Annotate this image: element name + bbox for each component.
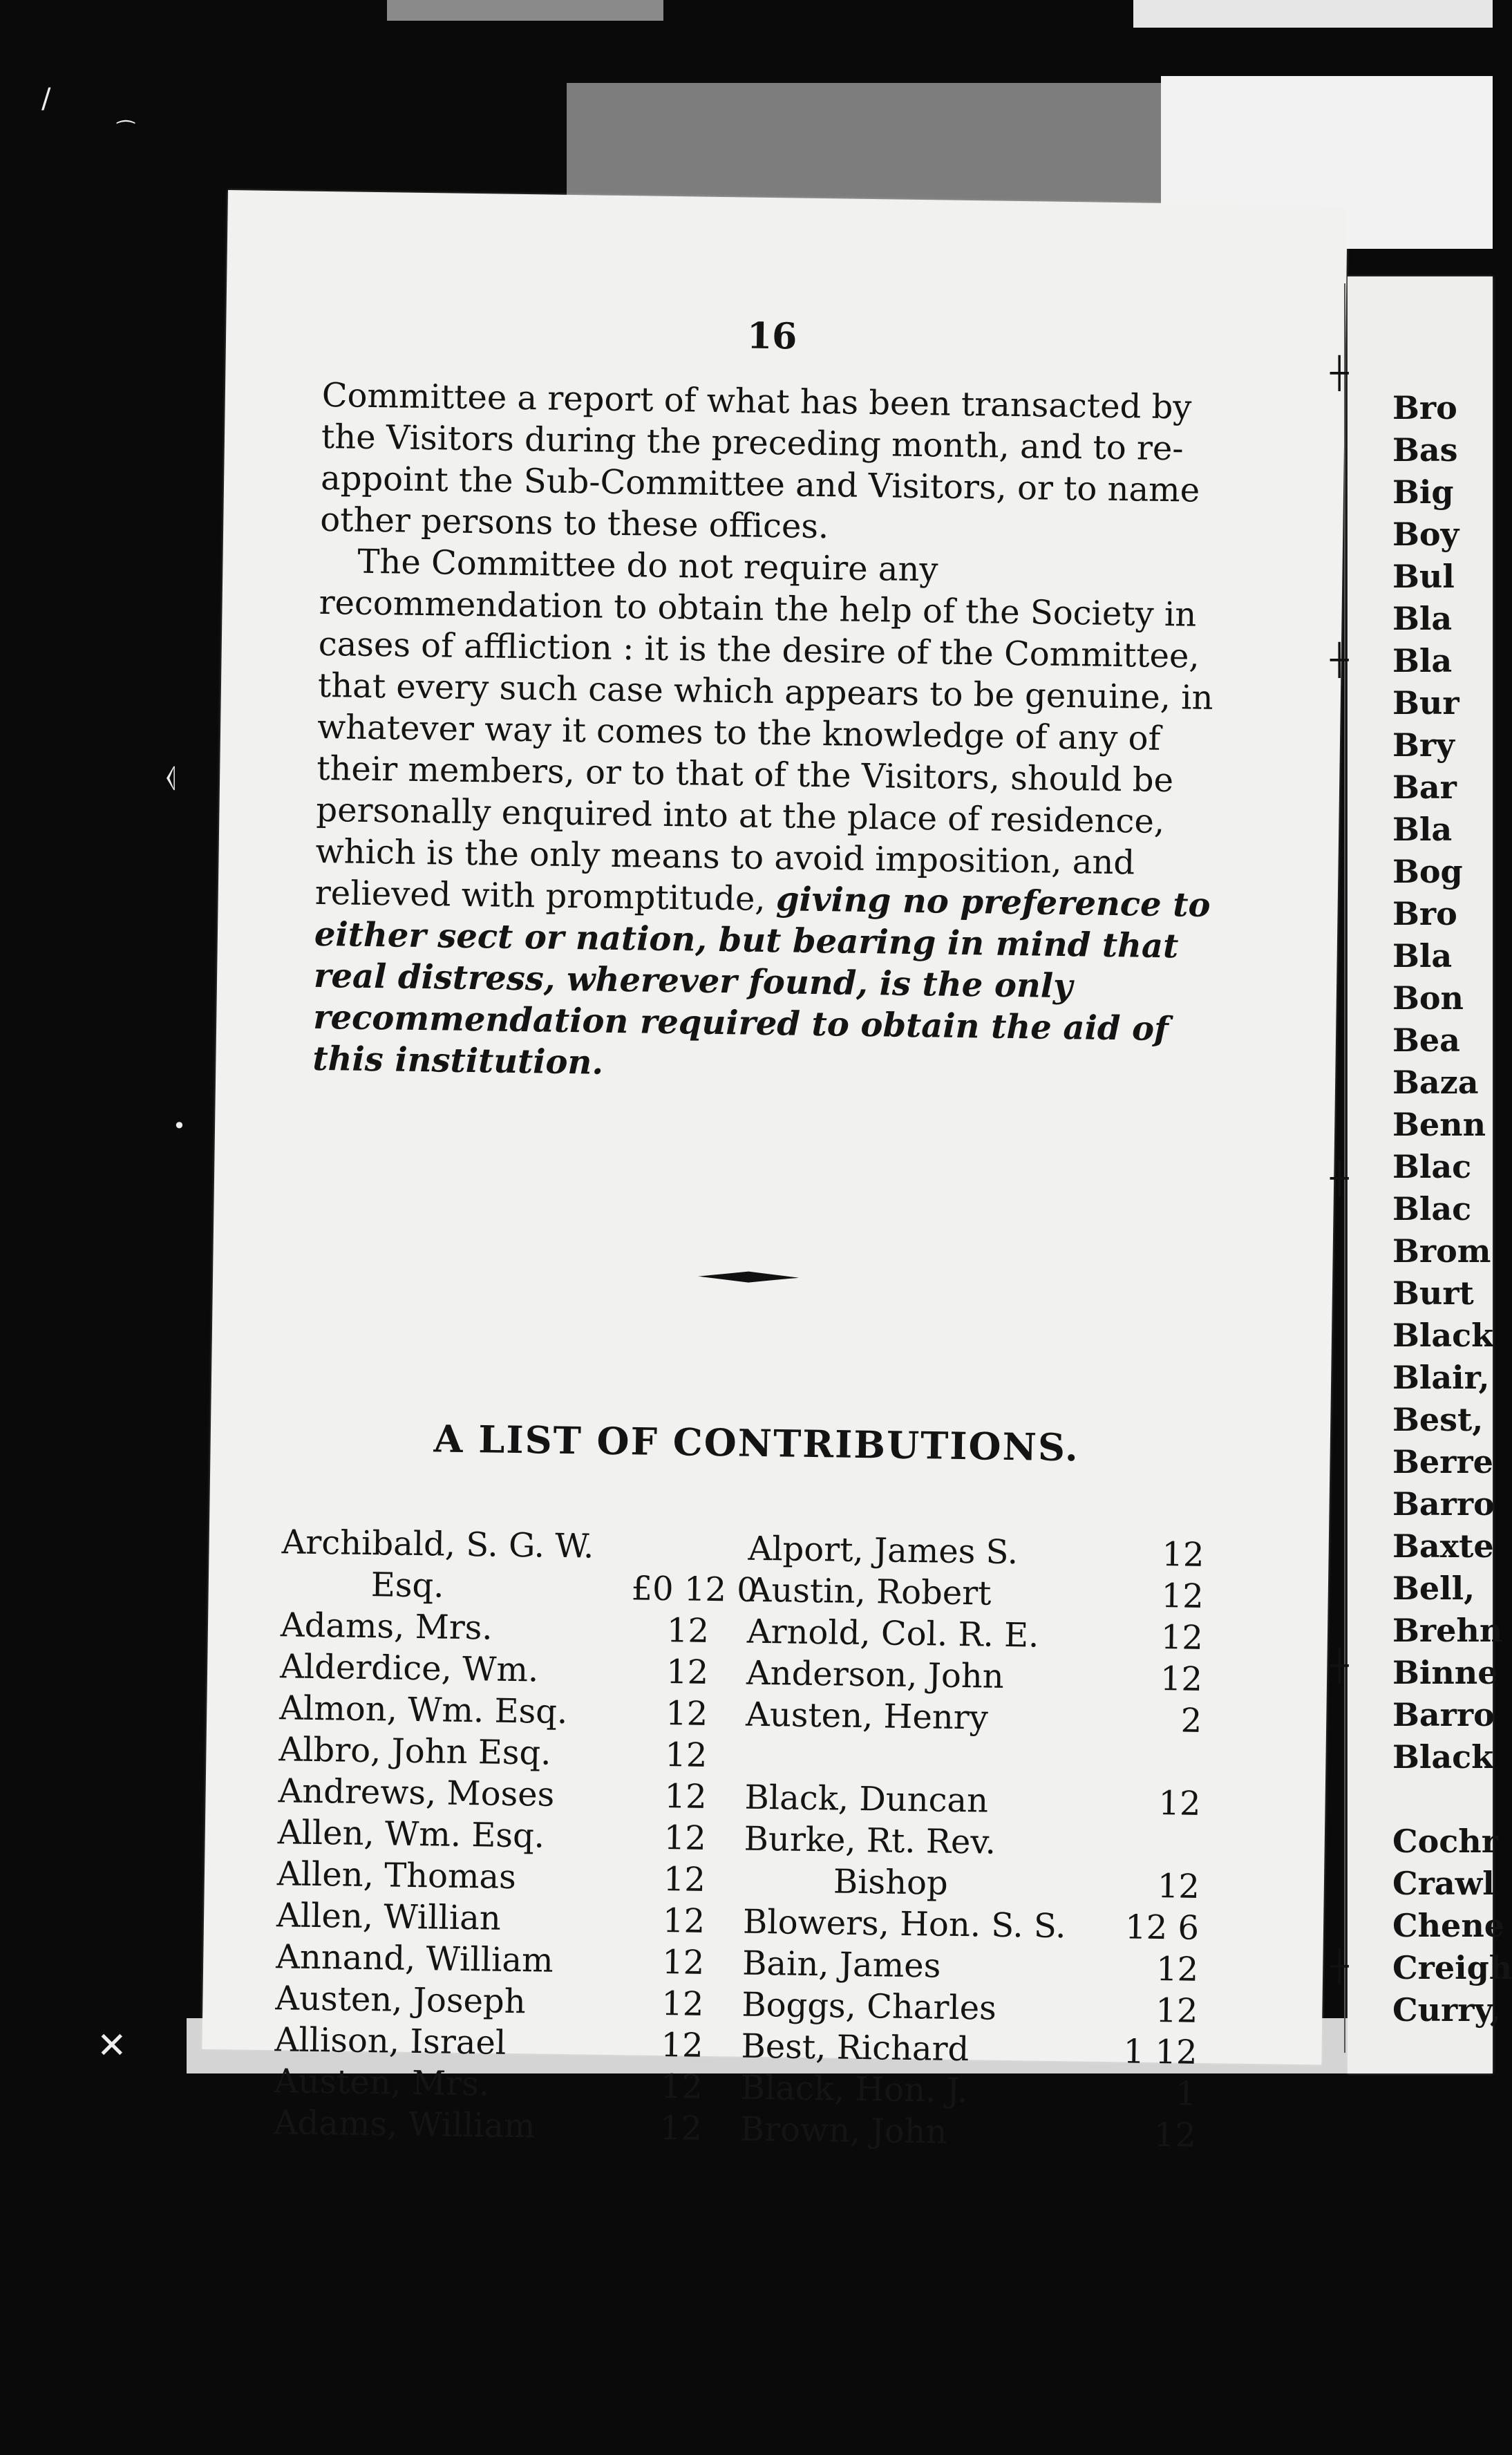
facing-page-name-fragment: Brom xyxy=(1392,1232,1491,1270)
facing-page-name-fragment: Berre xyxy=(1392,1443,1493,1480)
body-text xyxy=(312,375,1234,1092)
contributor-name: Adams, Mrs. xyxy=(280,1606,493,1648)
facing-page-name-fragment: Creigh xyxy=(1392,1949,1512,1986)
contributor-name: Burke, Rt. Rev. xyxy=(744,1819,996,1862)
facing-page-name-fragment: Bro xyxy=(1392,895,1457,932)
facing-page-name-fragment: Big xyxy=(1392,473,1454,511)
facing-page-name-fragment: Bas xyxy=(1392,431,1458,469)
facing-page-name-fragment: Benn xyxy=(1392,1106,1486,1143)
contributions-column-right xyxy=(739,1528,1204,2156)
contribution-amount: 12 xyxy=(1155,1991,1198,2031)
contributor-name: Allison, Israel xyxy=(274,2020,507,2062)
facing-page-name-fragment: Cochr xyxy=(1392,1823,1498,1860)
contribution-entry xyxy=(743,1901,1200,1949)
paragraph-continued: Committee a report of what has been transacted by the Visitors during the preceding month, and to re-appoint the Sub-Committee and Visitors, or to name other persons to these offices. xyxy=(319,375,1200,547)
contribution-amount: 12 xyxy=(661,1984,704,2024)
gutter-tick: ┼ xyxy=(1330,1949,1349,1984)
facing-page-name-fragment: Brehn xyxy=(1392,1612,1503,1649)
contributor-name: Archibald, S. G. W. xyxy=(281,1523,594,1566)
facing-page-name-fragment xyxy=(1392,1778,1512,1821)
scan-mark: ⦉ xyxy=(166,760,176,792)
facing-page-name-fragment: Bell, xyxy=(1392,1570,1475,1607)
contributor-name: Allen, Thomas xyxy=(276,1854,517,1897)
gutter-tick: ┼ xyxy=(1330,1161,1349,1196)
facing-page-name-fragment: Best, xyxy=(1392,1401,1484,1438)
contribution-entry xyxy=(748,1528,1204,1576)
contribution-amount: 12 xyxy=(1155,1950,1199,1989)
contributor-name: Bain, James xyxy=(741,1944,941,1986)
contribution-amount: 12 xyxy=(1162,1535,1204,1574)
contribution-amount: 12 6 xyxy=(1124,1908,1200,1948)
facing-page-name-fragment: Baxte xyxy=(1392,1527,1494,1565)
ornament-divider xyxy=(697,1268,800,1286)
contributor-name: Allen, Wm. Esq. xyxy=(277,1813,545,1856)
gutter-tick: ┼ xyxy=(1330,643,1349,678)
facing-page-name-fragment: Blac xyxy=(1392,1190,1472,1228)
contribution-entry xyxy=(739,2109,1196,2156)
contribution-entry xyxy=(277,1853,748,1901)
facing-page-name-fragment: Chene xyxy=(1392,1907,1505,1944)
contribution-amount: 12 xyxy=(663,1818,707,1858)
facing-page-name-fragment: Bry xyxy=(1392,726,1455,764)
contributor-name: Andrews, Moses xyxy=(278,1771,555,1814)
facing-page-name-fragment: Bog xyxy=(1392,853,1463,890)
contribution-entry xyxy=(274,2060,744,2108)
contribution-amount: 12 xyxy=(661,2026,703,2065)
contribution-entry xyxy=(277,1812,748,1859)
facing-page-name-fragment: Bul xyxy=(1392,558,1455,595)
contribution-amount: 1 xyxy=(1175,2074,1198,2114)
paragraph-recommendation xyxy=(312,540,1232,1092)
contribution-entry xyxy=(276,1936,746,1984)
paragraph-italic-text: giving no preference to either sect or nation, but bearing in mind that real distress, wherever found, is the only recommendation required to obtain the aid of this institution. xyxy=(312,880,1211,1082)
contributor-name: Austen, Joseph xyxy=(275,1979,526,2022)
paragraph-plain-text: The Committee do not require any recommendation to obtain the help of the Society in cases of affliction : it is the desire of the Committee, that every such case which appears to be genuine, in whatever way it comes to the knowledge of any of their members, or to that of the Visitors, should be personally enquired into at the place of residence, which is the only means to avoid imposition, and relieved with promptitude, xyxy=(314,542,1213,919)
background-scrap xyxy=(387,0,663,21)
contributor-name: Anderson, John xyxy=(746,1653,1005,1696)
facing-page-name-fragment: Bla xyxy=(1392,600,1453,637)
contribution-amount: 12 xyxy=(1160,1659,1203,1699)
contributor-name: Brown, John xyxy=(739,2109,947,2152)
contribution-amount: 12 xyxy=(661,1943,705,1982)
contribution-amount: £0 12 0 xyxy=(631,1569,759,1610)
scan-mark: • xyxy=(173,1113,186,1139)
contribution-amount: 12 xyxy=(659,2109,703,2148)
contributor-name: Almon, Wm. Esq. xyxy=(278,1689,568,1732)
contribution-entry xyxy=(276,1894,747,1942)
facing-page-name-fragment: Bea xyxy=(1392,1022,1460,1059)
page-number: 16 xyxy=(746,314,797,358)
contributor-name: Albro, John Esq. xyxy=(278,1730,551,1773)
contribution-entry xyxy=(274,2019,745,2067)
contribution-amount: 12 xyxy=(666,1611,710,1650)
facing-page-name-fragment: Black xyxy=(1392,1317,1494,1354)
facing-page-name-fragment: Baza xyxy=(1392,1064,1479,1101)
contribution-entry xyxy=(274,2102,744,2150)
gutter-tick: ┼ xyxy=(1330,1648,1349,1684)
contributor-name: Adams, William xyxy=(273,2103,536,2146)
contributions-column-left xyxy=(273,1521,759,2150)
contribution-amount: 12 xyxy=(664,1777,707,1816)
facing-page-name-fragment: Crawl xyxy=(1392,1865,1495,1902)
contribution-amount: 12 xyxy=(664,1736,708,1775)
facing-page-name-fragment: Bro xyxy=(1392,389,1457,426)
contribution-amount: 12 xyxy=(665,1694,708,1733)
contribution-entry xyxy=(275,1977,746,2025)
contributor-name: Boggs, Charles xyxy=(741,1985,997,2028)
contribution-entry xyxy=(746,1653,1203,1700)
contribution-amount: 12 xyxy=(665,1653,709,1692)
contributor-name: Alderdice, Wm. xyxy=(279,1647,539,1690)
contribution-entry xyxy=(281,1521,752,1569)
contribution-entry xyxy=(741,2026,1198,2073)
contribution-entry xyxy=(747,1570,1204,1617)
contribution-amount: 12 xyxy=(662,1901,706,1941)
contributor-name: Austen, Henry xyxy=(745,1695,989,1738)
contribution-amount: 12 xyxy=(1158,1784,1201,1823)
facing-page-name-fragment: Bla xyxy=(1392,811,1453,848)
contribution-amount: 12 xyxy=(660,2067,703,2107)
contribution-amount: 12 xyxy=(1160,1618,1204,1657)
contributor-name: Best, Richard xyxy=(741,2026,970,2069)
facing-page-name-fragment: Boy xyxy=(1392,516,1459,553)
facing-page-name-fragment: Bon xyxy=(1392,979,1464,1017)
contributor-name: Alport, James S. xyxy=(748,1529,1019,1572)
contribution-amount: 12 xyxy=(1161,1577,1204,1616)
contribution-entry xyxy=(278,1770,748,1818)
contribution-entry xyxy=(280,1646,750,1693)
scan-mark: ⁀ xyxy=(117,121,135,145)
contributor-name: Allen, Willian xyxy=(276,1896,502,1938)
contributor-name: Arnold, Col. R. E. xyxy=(746,1612,1039,1655)
facing-page-name-fragment: Barro xyxy=(1392,1696,1495,1733)
contribution-entry xyxy=(747,1611,1204,1659)
facing-page-name-fragment: Black xyxy=(1392,1738,1494,1776)
background-scrap xyxy=(1133,0,1493,28)
facing-page-name-fragment: Bla xyxy=(1392,642,1453,679)
scan-mark: ✕ xyxy=(97,2025,127,2067)
facing-page-list xyxy=(1392,387,1512,2031)
contributor-name: Bishop xyxy=(833,1862,949,1903)
contribution-entry xyxy=(742,1943,1199,1991)
contributor-name: Blowers, Hon. S. S. xyxy=(742,1902,1066,1946)
contribution-entry xyxy=(281,1563,759,1610)
contribution-entry xyxy=(279,1687,750,1735)
facing-page-name-fragment: Curry, xyxy=(1392,1991,1501,2029)
contributor-name: Black, Duncan xyxy=(744,1778,989,1821)
facing-page-name-fragment: Bar xyxy=(1392,769,1457,806)
facing-page-name-fragment: Bla xyxy=(1392,937,1453,975)
scan-mark: / xyxy=(41,83,51,115)
list-heading: A LIST OF CONTRIBUTIONS. xyxy=(433,1416,1080,1470)
contributor-name: Annand, William xyxy=(275,1937,554,1980)
contributor-name: Austin, Robert xyxy=(747,1570,992,1613)
facing-page-name-fragment: Blair, xyxy=(1392,1359,1490,1396)
gutter-tick: ┼ xyxy=(1330,356,1349,391)
contribution-amount: 12 xyxy=(1157,1867,1200,1906)
facing-page-name-fragment: Blac xyxy=(1392,1148,1472,1185)
contribution-entry xyxy=(744,1777,1201,1825)
facing-page-name-fragment: Binne xyxy=(1392,1654,1498,1691)
contribution-amount: 2 xyxy=(1180,1701,1202,1740)
contribution-entry xyxy=(278,1729,749,1776)
contribution-entry xyxy=(745,1736,1202,1783)
contribution-amount: 1 12 xyxy=(1123,2032,1198,2072)
contribution-entry xyxy=(744,1818,1200,1866)
contribution-entry xyxy=(740,2067,1197,2115)
contribution-amount: 12 xyxy=(663,1860,706,1899)
facing-page-name-fragment: Barro xyxy=(1392,1485,1495,1523)
contribution-entry xyxy=(746,1694,1202,1742)
contribution-entry xyxy=(741,1984,1198,2032)
contributor-name: Austen, Mrs. xyxy=(274,2062,490,2104)
contribution-entry xyxy=(281,1604,751,1652)
contributor-name: Esq. xyxy=(370,1565,444,1606)
contributor-name: Black, Hon. J. xyxy=(740,2068,968,2111)
book-page xyxy=(202,190,1347,2155)
contribution-amount: 12 xyxy=(1153,2115,1197,2155)
facing-page-name-fragment: Burt xyxy=(1392,1274,1474,1312)
contribution-entry xyxy=(744,1860,1200,1908)
facing-page-name-fragment: Bur xyxy=(1392,684,1459,722)
